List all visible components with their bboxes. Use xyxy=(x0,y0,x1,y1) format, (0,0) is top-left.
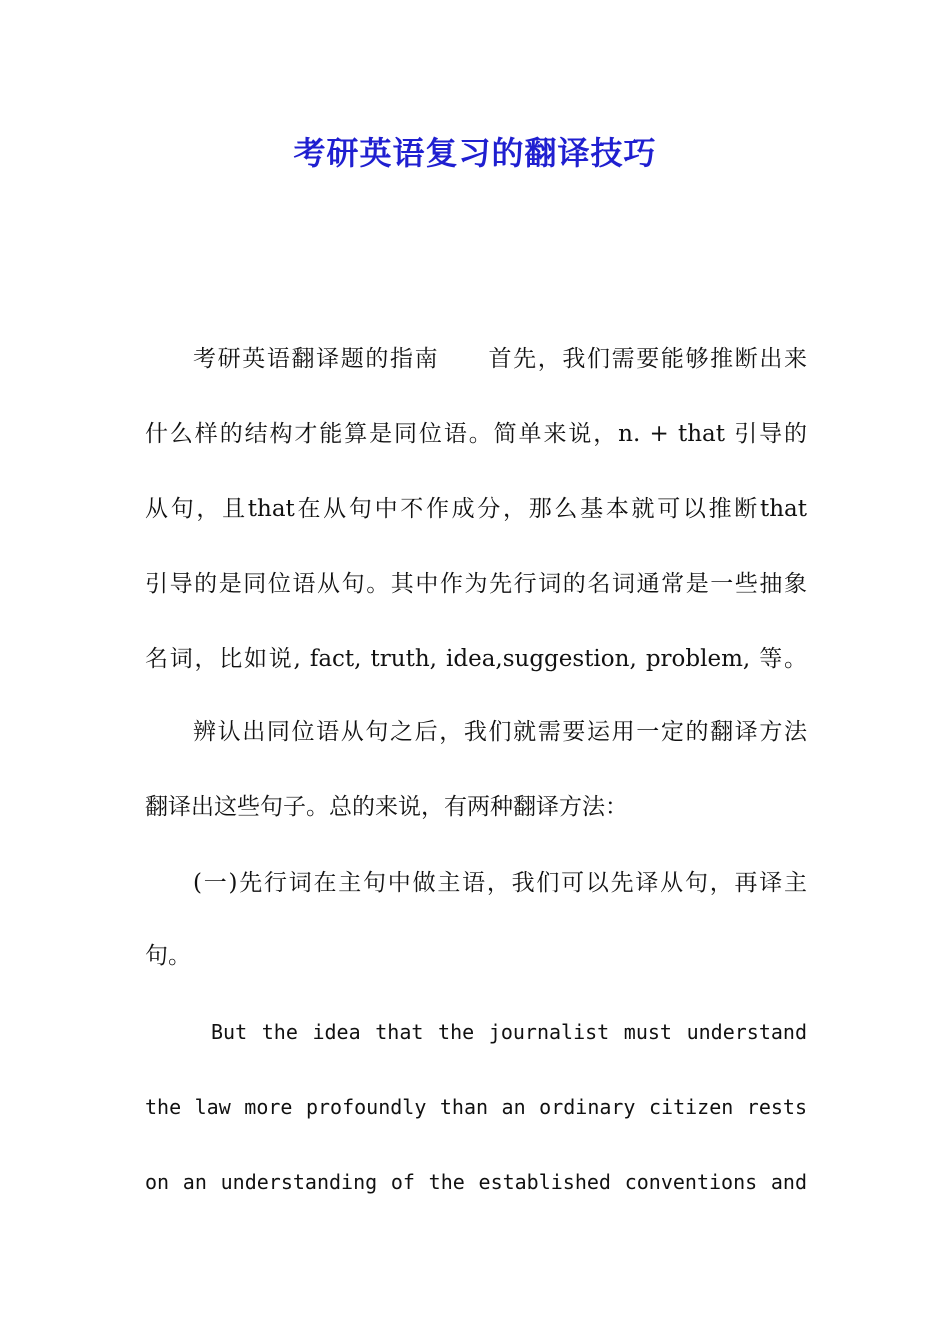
paragraph-line: (一)先行词在主句中做主语，我们可以先译从句，再译主 xyxy=(193,870,807,896)
paragraph-line: 辨认出同位语从句之后，我们就需要运用一定的翻译方法 xyxy=(193,719,807,745)
paragraph-line: 名词，比如说, fact, truth, idea,suggestion, problem, 等。 xyxy=(145,646,807,672)
document-title: 考研英语复习的翻译技巧 xyxy=(293,134,657,172)
paragraph-line: 从句，且that在从句中不作成分，那么基本就可以推断that xyxy=(145,496,807,522)
paragraph-line: 引导的是同位语从句。其中作为先行词的名词通常是一些抽象 xyxy=(145,571,807,597)
paragraph-line: 考研英语翻译题的指南 首先，我们需要能够推断出来 xyxy=(193,346,807,372)
english-example-line: the law more profoundly than an ordinary citizen rests xyxy=(145,1095,807,1119)
english-example-line: on an understanding of the established conventions and xyxy=(145,1170,807,1194)
paragraph-line: 什么样的结构才能算是同位语。简单来说，n. + that 引导的 xyxy=(145,421,807,447)
paragraph-line: 翻译出这些句子。总的来说，有两种翻译方法： xyxy=(145,794,628,820)
english-example-line: But the idea that the journalist must understand xyxy=(211,1020,807,1044)
paragraph-line: 句。 xyxy=(145,943,191,969)
